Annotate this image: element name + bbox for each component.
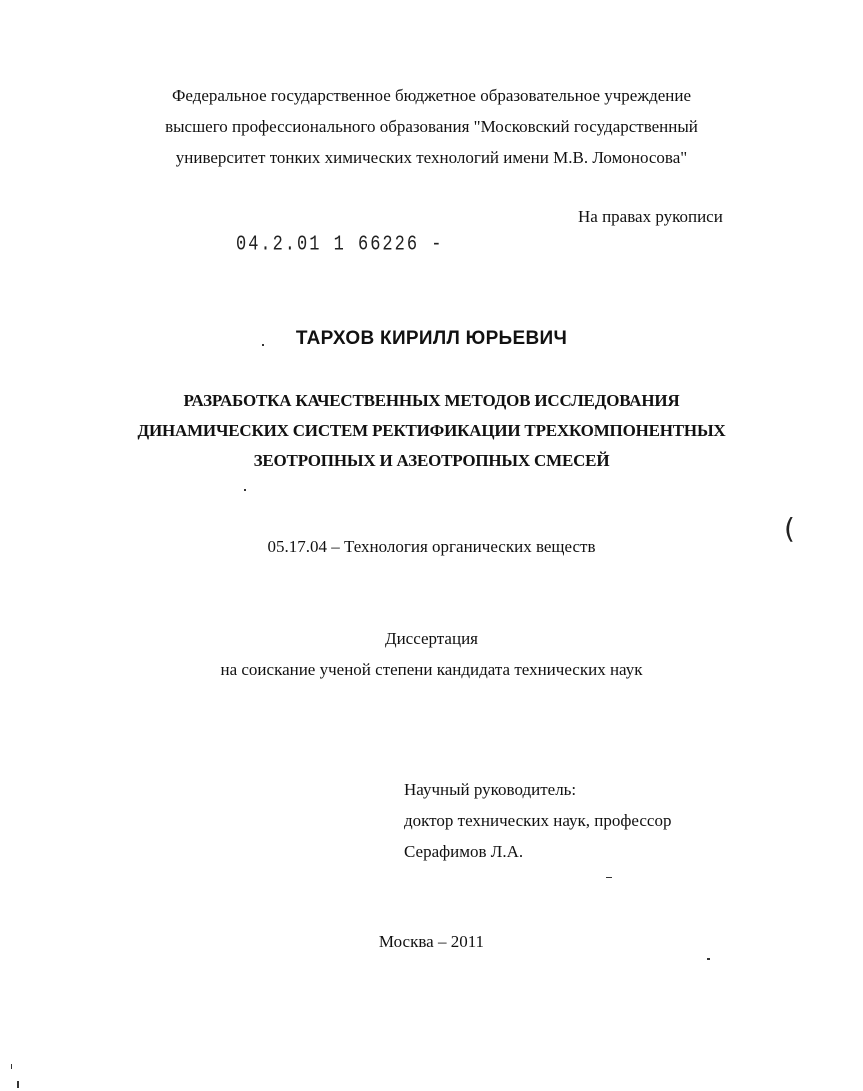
scan-speck [606, 877, 612, 878]
archive-code-stamp: 04.2.01 1 66226 - [236, 233, 444, 257]
supervisor-degree: доктор технических наук, профессор [404, 811, 672, 830]
author-name: ТАРХОВ КИРИЛЛ ЮРЬЕВИЧ [295, 328, 568, 349]
manuscript-note: На правах рукописи [578, 207, 723, 226]
scan-speck [244, 489, 246, 491]
title-line-3: ЗЕОТРОПНЫХ И АЗЕОТРОПНЫХ СМЕСЕЙ [253, 451, 610, 470]
institution-line-2: высшего профессионального образования "Московский государственный [165, 117, 698, 136]
specialty-code: 05.17.04 – Технология органических веществ [267, 537, 596, 556]
work-type-degree: на соискание ученой степени кандидата технических наук [220, 660, 643, 679]
title-line-2: ДИНАМИЧЕСКИХ СИСТЕМ РЕКТИФИКАЦИИ ТРЕХКОМПОНЕНТНЫХ [137, 421, 726, 440]
scan-speck [17, 1081, 19, 1088]
supervisor-name: Серафимов Л.А. [404, 842, 524, 861]
scan-speck [11, 1064, 12, 1069]
city-year: Москва – 2011 [378, 932, 485, 951]
scan-speck [262, 344, 264, 346]
institution-line-1: Федеральное государственное бюджетное образовательное учреждение [171, 86, 692, 105]
supervisor-label: Научный руководитель: [404, 780, 577, 799]
margin-bracket-icon: ( [784, 512, 795, 545]
scan-speck [707, 958, 710, 960]
work-type-title: Диссертация [384, 629, 478, 648]
institution-line-3: университет тонких химических технологий имени М.В. Ломоносова" [175, 148, 688, 167]
title-line-1: РАЗРАБОТКА КАЧЕСТВЕННЫХ МЕТОДОВ ИССЛЕДОВАНИЯ [183, 391, 680, 410]
